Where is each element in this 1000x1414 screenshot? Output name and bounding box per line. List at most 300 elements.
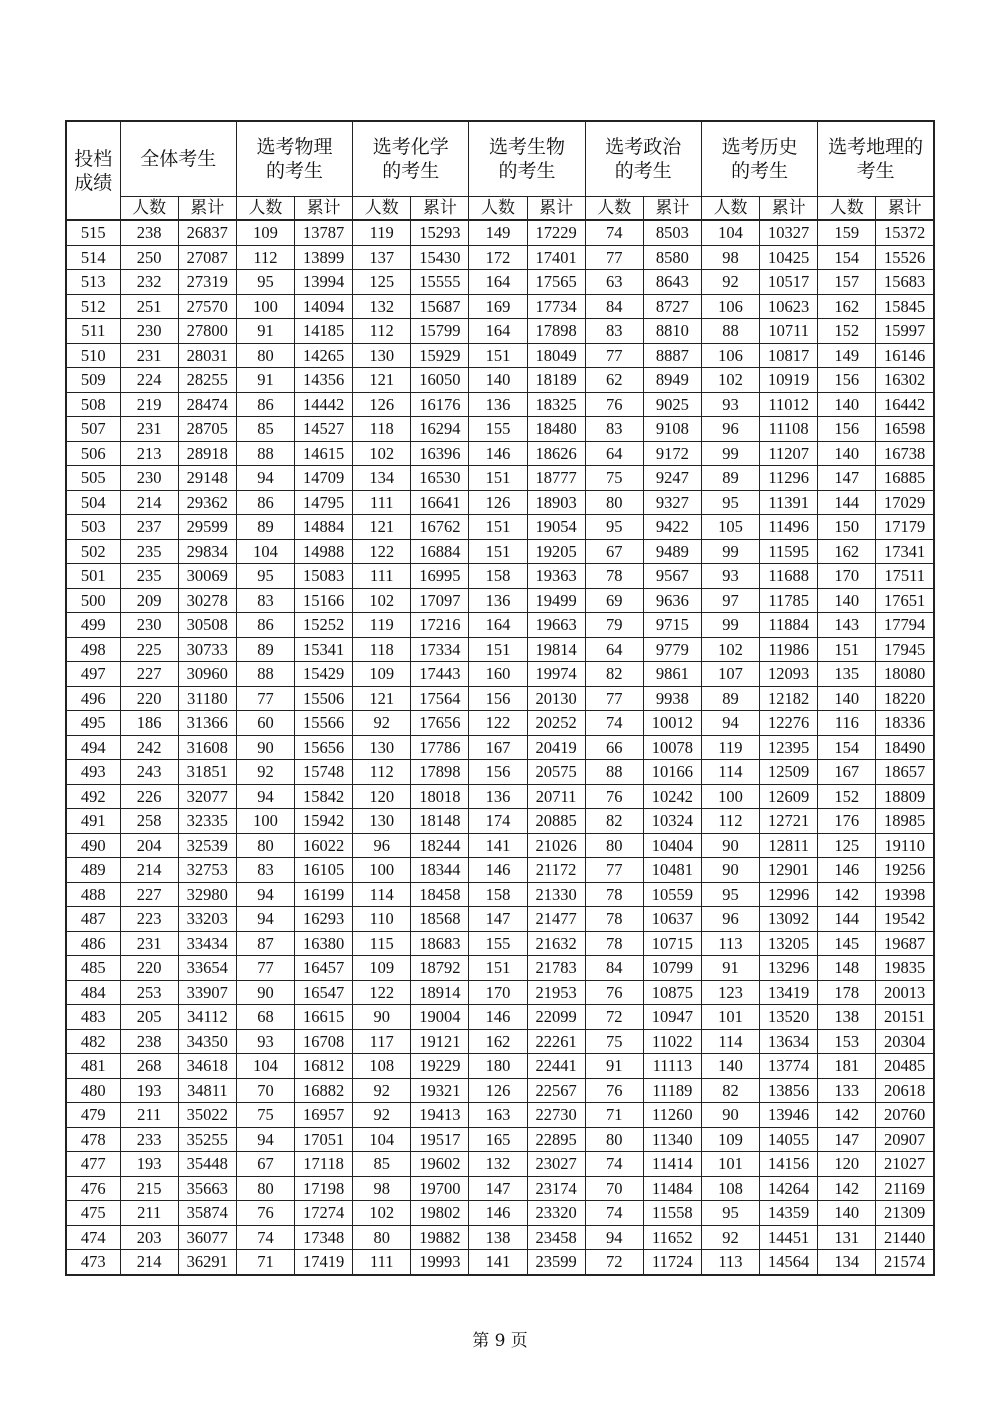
cumulative-cell: 9779 [643, 637, 701, 662]
score-distribution-table [65, 120, 935, 1276]
count-cell: 100 [236, 809, 294, 834]
cumulative-cell: 8580 [643, 245, 701, 270]
cumulative-cell: 33907 [178, 980, 236, 1005]
table-row [66, 858, 934, 883]
count-cell: 74 [585, 220, 643, 245]
count-cell: 119 [701, 735, 759, 760]
count-cell: 154 [818, 245, 876, 270]
cumulative-cell: 11189 [643, 1078, 701, 1103]
cumulative-cell: 11108 [760, 417, 818, 442]
table-row [66, 882, 934, 907]
count-cell: 155 [469, 417, 527, 442]
count-cell: 162 [818, 294, 876, 319]
group-header-biology: 选考生物的考生 [469, 121, 585, 197]
cumulative-cell: 17334 [411, 637, 469, 662]
count-cell: 149 [469, 220, 527, 245]
cumulative-cell: 14615 [295, 441, 353, 466]
count-cell: 75 [236, 1103, 294, 1128]
cumulative-cell: 34350 [178, 1029, 236, 1054]
count-cell: 89 [701, 686, 759, 711]
subheader-cumulative: 累计 [295, 197, 353, 221]
cumulative-cell: 34112 [178, 1005, 236, 1030]
count-cell: 152 [818, 784, 876, 809]
count-cell: 90 [701, 858, 759, 883]
count-cell: 98 [353, 1176, 411, 1201]
count-cell: 93 [701, 392, 759, 417]
count-cell: 211 [120, 1103, 178, 1128]
subheader-cumulative: 累计 [527, 197, 585, 221]
count-cell: 145 [818, 931, 876, 956]
cumulative-cell: 23027 [527, 1152, 585, 1177]
count-cell: 211 [120, 1201, 178, 1226]
cumulative-cell: 18914 [411, 980, 469, 1005]
cumulative-cell: 16293 [295, 907, 353, 932]
count-cell: 131 [818, 1225, 876, 1250]
count-cell: 133 [818, 1078, 876, 1103]
cumulative-cell: 20907 [876, 1127, 934, 1152]
count-cell: 63 [585, 270, 643, 295]
count-cell: 193 [120, 1152, 178, 1177]
cumulative-cell: 35022 [178, 1103, 236, 1128]
cumulative-cell: 18683 [411, 931, 469, 956]
count-cell: 146 [818, 858, 876, 883]
count-cell: 156 [469, 686, 527, 711]
count-cell: 101 [701, 1152, 759, 1177]
cumulative-cell: 15341 [295, 637, 353, 662]
cumulative-cell: 17179 [876, 515, 934, 540]
cumulative-cell: 8643 [643, 270, 701, 295]
cumulative-cell: 15430 [411, 245, 469, 270]
cumulative-cell: 21027 [876, 1152, 934, 1177]
count-cell: 243 [120, 760, 178, 785]
count-cell: 84 [585, 956, 643, 981]
count-cell: 158 [469, 564, 527, 589]
count-cell: 162 [818, 539, 876, 564]
cumulative-cell: 11986 [760, 637, 818, 662]
count-cell: 121 [353, 368, 411, 393]
count-cell: 95 [701, 882, 759, 907]
cumulative-cell: 20618 [876, 1078, 934, 1103]
cumulative-cell: 13205 [760, 931, 818, 956]
score-cell: 492 [66, 784, 120, 809]
cumulative-cell: 15656 [295, 735, 353, 760]
cumulative-cell: 35255 [178, 1127, 236, 1152]
count-cell: 93 [701, 564, 759, 589]
count-cell: 69 [585, 588, 643, 613]
cumulative-cell: 15372 [876, 220, 934, 245]
score-cell: 499 [66, 613, 120, 638]
count-cell: 89 [701, 466, 759, 491]
cumulative-cell: 14564 [760, 1250, 818, 1275]
count-cell: 102 [353, 588, 411, 613]
table-row [66, 809, 934, 834]
count-cell: 109 [236, 220, 294, 245]
count-cell: 79 [585, 613, 643, 638]
cumulative-cell: 18244 [411, 833, 469, 858]
score-cell: 494 [66, 735, 120, 760]
count-cell: 78 [585, 882, 643, 907]
cumulative-cell: 13856 [760, 1078, 818, 1103]
cumulative-cell: 12996 [760, 882, 818, 907]
table-row [66, 564, 934, 589]
score-cell: 480 [66, 1078, 120, 1103]
cumulative-cell: 28031 [178, 343, 236, 368]
count-cell: 95 [236, 564, 294, 589]
count-cell: 141 [469, 833, 527, 858]
count-cell: 88 [236, 441, 294, 466]
subheader-cumulative: 累计 [411, 197, 469, 221]
cumulative-cell: 19413 [411, 1103, 469, 1128]
cumulative-cell: 12395 [760, 735, 818, 760]
score-cell: 506 [66, 441, 120, 466]
table-row [66, 539, 934, 564]
cumulative-cell: 18080 [876, 662, 934, 687]
cumulative-cell: 17029 [876, 490, 934, 515]
cumulative-cell: 13899 [295, 245, 353, 270]
table-row [66, 637, 934, 662]
cumulative-cell: 27800 [178, 319, 236, 344]
count-cell: 94 [236, 1127, 294, 1152]
count-cell: 227 [120, 882, 178, 907]
count-cell: 111 [353, 1250, 411, 1275]
count-cell: 90 [701, 1103, 759, 1128]
count-cell: 237 [120, 515, 178, 540]
count-cell: 120 [353, 784, 411, 809]
count-cell: 165 [469, 1127, 527, 1152]
cumulative-cell: 19814 [527, 637, 585, 662]
count-cell: 100 [236, 294, 294, 319]
cumulative-cell: 19229 [411, 1054, 469, 1079]
cumulative-cell: 18568 [411, 907, 469, 932]
count-cell: 110 [353, 907, 411, 932]
count-cell: 146 [469, 1201, 527, 1226]
cumulative-cell: 18458 [411, 882, 469, 907]
count-cell: 158 [469, 882, 527, 907]
count-cell: 253 [120, 980, 178, 1005]
subheader-cumulative: 累计 [876, 197, 934, 221]
cumulative-cell: 12182 [760, 686, 818, 711]
count-cell: 178 [818, 980, 876, 1005]
count-cell: 102 [701, 637, 759, 662]
cumulative-cell: 18626 [527, 441, 585, 466]
count-cell: 102 [353, 441, 411, 466]
cumulative-cell: 14709 [295, 466, 353, 491]
cumulative-cell: 14264 [760, 1176, 818, 1201]
subheader-count: 人数 [585, 197, 643, 221]
score-cell: 508 [66, 392, 120, 417]
cumulative-cell: 20013 [876, 980, 934, 1005]
count-cell: 214 [120, 1250, 178, 1275]
score-cell: 482 [66, 1029, 120, 1054]
count-cell: 109 [701, 1127, 759, 1152]
cumulative-cell: 16995 [411, 564, 469, 589]
count-cell: 114 [353, 882, 411, 907]
cumulative-cell: 22099 [527, 1005, 585, 1030]
count-cell: 109 [353, 956, 411, 981]
cumulative-cell: 28474 [178, 392, 236, 417]
count-cell: 85 [353, 1152, 411, 1177]
count-cell: 205 [120, 1005, 178, 1030]
cumulative-cell: 31180 [178, 686, 236, 711]
table-row [66, 1005, 934, 1030]
count-cell: 75 [585, 466, 643, 491]
cumulative-cell: 20151 [876, 1005, 934, 1030]
score-cell: 495 [66, 711, 120, 736]
count-cell: 64 [585, 441, 643, 466]
cumulative-cell: 18336 [876, 711, 934, 736]
cumulative-cell: 19835 [876, 956, 934, 981]
cumulative-cell: 10166 [643, 760, 701, 785]
subheader-cumulative: 累计 [643, 197, 701, 221]
count-cell: 230 [120, 466, 178, 491]
count-cell: 153 [818, 1029, 876, 1054]
count-cell: 76 [585, 784, 643, 809]
cumulative-cell: 12811 [760, 833, 818, 858]
cumulative-cell: 11652 [643, 1225, 701, 1250]
count-cell: 147 [818, 466, 876, 491]
count-cell: 176 [818, 809, 876, 834]
count-cell: 250 [120, 245, 178, 270]
count-cell: 225 [120, 637, 178, 662]
cumulative-cell: 33654 [178, 956, 236, 981]
count-cell: 157 [818, 270, 876, 295]
count-cell: 149 [818, 343, 876, 368]
cumulative-cell: 15748 [295, 760, 353, 785]
cumulative-cell: 33434 [178, 931, 236, 956]
cumulative-cell: 20760 [876, 1103, 934, 1128]
cumulative-cell: 16457 [295, 956, 353, 981]
count-cell: 130 [353, 735, 411, 760]
cumulative-cell: 19517 [411, 1127, 469, 1152]
table-row [66, 1078, 934, 1103]
cumulative-cell: 19004 [411, 1005, 469, 1030]
count-cell: 76 [585, 980, 643, 1005]
count-cell: 143 [818, 613, 876, 638]
count-cell: 100 [353, 858, 411, 883]
cumulative-cell: 16812 [295, 1054, 353, 1079]
score-cell: 485 [66, 956, 120, 981]
cumulative-cell: 11260 [643, 1103, 701, 1128]
score-cell: 501 [66, 564, 120, 589]
count-cell: 83 [236, 858, 294, 883]
cumulative-cell: 8887 [643, 343, 701, 368]
cumulative-cell: 15429 [295, 662, 353, 687]
count-cell: 238 [120, 220, 178, 245]
count-cell: 126 [353, 392, 411, 417]
count-cell: 193 [120, 1078, 178, 1103]
cumulative-cell: 12901 [760, 858, 818, 883]
table-body [66, 220, 934, 1275]
cumulative-cell: 29362 [178, 490, 236, 515]
subheader-cumulative: 累计 [178, 197, 236, 221]
cumulative-cell: 10012 [643, 711, 701, 736]
cumulative-cell: 14988 [295, 539, 353, 564]
count-cell: 99 [701, 613, 759, 638]
cumulative-cell: 17216 [411, 613, 469, 638]
score-cell: 502 [66, 539, 120, 564]
cumulative-cell: 15842 [295, 784, 353, 809]
count-cell: 159 [818, 220, 876, 245]
cumulative-cell: 18657 [876, 760, 934, 785]
count-cell: 90 [236, 735, 294, 760]
count-cell: 82 [701, 1078, 759, 1103]
cumulative-cell: 8727 [643, 294, 701, 319]
count-cell: 126 [469, 490, 527, 515]
count-cell: 136 [469, 784, 527, 809]
subheader-count: 人数 [236, 197, 294, 221]
cumulative-cell: 9938 [643, 686, 701, 711]
cumulative-cell: 17945 [876, 637, 934, 662]
cumulative-cell: 17786 [411, 735, 469, 760]
cumulative-cell: 15506 [295, 686, 353, 711]
cumulative-cell: 15997 [876, 319, 934, 344]
cumulative-cell: 17565 [527, 270, 585, 295]
count-cell: 70 [236, 1078, 294, 1103]
count-cell: 220 [120, 956, 178, 981]
cumulative-cell: 14185 [295, 319, 353, 344]
count-cell: 134 [818, 1250, 876, 1275]
count-cell: 147 [469, 907, 527, 932]
cumulative-cell: 11496 [760, 515, 818, 540]
count-cell: 164 [469, 613, 527, 638]
count-cell: 156 [469, 760, 527, 785]
count-cell: 125 [818, 833, 876, 858]
count-cell: 112 [236, 245, 294, 270]
cumulative-cell: 29148 [178, 466, 236, 491]
score-cell: 507 [66, 417, 120, 442]
cumulative-cell: 17656 [411, 711, 469, 736]
cumulative-cell: 30069 [178, 564, 236, 589]
count-cell: 89 [236, 637, 294, 662]
cumulative-cell: 30508 [178, 613, 236, 638]
count-cell: 96 [353, 833, 411, 858]
cumulative-cell: 16022 [295, 833, 353, 858]
count-cell: 99 [701, 441, 759, 466]
count-cell: 132 [353, 294, 411, 319]
cumulative-cell: 20252 [527, 711, 585, 736]
count-cell: 92 [353, 1078, 411, 1103]
count-cell: 118 [353, 637, 411, 662]
count-cell: 77 [585, 245, 643, 270]
cumulative-cell: 17564 [411, 686, 469, 711]
count-cell: 227 [120, 662, 178, 687]
count-cell: 155 [469, 931, 527, 956]
cumulative-cell: 17348 [295, 1225, 353, 1250]
count-cell: 142 [818, 882, 876, 907]
cumulative-cell: 10637 [643, 907, 701, 932]
cumulative-cell: 15799 [411, 319, 469, 344]
score-cell: 509 [66, 368, 120, 393]
count-cell: 160 [469, 662, 527, 687]
count-cell: 64 [585, 637, 643, 662]
score-cell: 488 [66, 882, 120, 907]
count-cell: 95 [585, 515, 643, 540]
cumulative-cell: 29599 [178, 515, 236, 540]
cumulative-cell: 17274 [295, 1201, 353, 1226]
count-cell: 113 [701, 1250, 759, 1275]
cumulative-cell: 21026 [527, 833, 585, 858]
count-cell: 231 [120, 343, 178, 368]
cumulative-cell: 14451 [760, 1225, 818, 1250]
count-cell: 85 [236, 417, 294, 442]
count-cell: 180 [469, 1054, 527, 1079]
count-cell: 82 [585, 809, 643, 834]
cumulative-cell: 12093 [760, 662, 818, 687]
cumulative-cell: 9327 [643, 490, 701, 515]
count-cell: 140 [818, 392, 876, 417]
count-cell: 164 [469, 319, 527, 344]
count-cell: 144 [818, 907, 876, 932]
count-cell: 148 [818, 956, 876, 981]
count-cell: 151 [469, 539, 527, 564]
cumulative-cell: 23320 [527, 1201, 585, 1226]
score-cell: 477 [66, 1152, 120, 1177]
cumulative-cell: 19398 [876, 882, 934, 907]
group-header-geography: 选考地理的考生 [818, 121, 934, 197]
count-cell: 92 [236, 760, 294, 785]
cumulative-cell: 9636 [643, 588, 701, 613]
cumulative-cell: 16641 [411, 490, 469, 515]
cumulative-cell: 14884 [295, 515, 353, 540]
count-cell: 230 [120, 319, 178, 344]
count-cell: 80 [236, 833, 294, 858]
cumulative-cell: 36077 [178, 1225, 236, 1250]
cumulative-cell: 30278 [178, 588, 236, 613]
cumulative-cell: 10711 [760, 319, 818, 344]
cumulative-cell: 35874 [178, 1201, 236, 1226]
count-cell: 76 [585, 392, 643, 417]
count-cell: 130 [353, 809, 411, 834]
count-cell: 233 [120, 1127, 178, 1152]
table-row [66, 1054, 934, 1079]
count-cell: 112 [353, 760, 411, 785]
cumulative-cell: 28255 [178, 368, 236, 393]
cumulative-cell: 19256 [876, 858, 934, 883]
table-row [66, 270, 934, 295]
cumulative-cell: 14265 [295, 343, 353, 368]
cumulative-cell: 14094 [295, 294, 353, 319]
cumulative-cell: 11884 [760, 613, 818, 638]
count-cell: 230 [120, 613, 178, 638]
count-cell: 94 [236, 907, 294, 932]
cumulative-cell: 34811 [178, 1078, 236, 1103]
cumulative-cell: 18809 [876, 784, 934, 809]
count-cell: 91 [585, 1054, 643, 1079]
cumulative-cell: 36291 [178, 1250, 236, 1275]
count-cell: 77 [585, 343, 643, 368]
count-cell: 113 [701, 931, 759, 956]
score-header: 投档成绩 [66, 121, 120, 220]
count-cell: 151 [469, 637, 527, 662]
count-cell: 84 [585, 294, 643, 319]
count-cell: 78 [585, 907, 643, 932]
count-cell: 130 [353, 343, 411, 368]
score-cell: 511 [66, 319, 120, 344]
table-row [66, 515, 934, 540]
cumulative-cell: 18490 [876, 735, 934, 760]
cumulative-cell: 19687 [876, 931, 934, 956]
count-cell: 91 [236, 319, 294, 344]
cumulative-cell: 18189 [527, 368, 585, 393]
cumulative-cell: 18480 [527, 417, 585, 442]
cumulative-cell: 18148 [411, 809, 469, 834]
cumulative-cell: 19974 [527, 662, 585, 687]
score-cell: 500 [66, 588, 120, 613]
count-cell: 223 [120, 907, 178, 932]
cumulative-cell: 12509 [760, 760, 818, 785]
count-cell: 71 [585, 1103, 643, 1128]
count-cell: 213 [120, 441, 178, 466]
